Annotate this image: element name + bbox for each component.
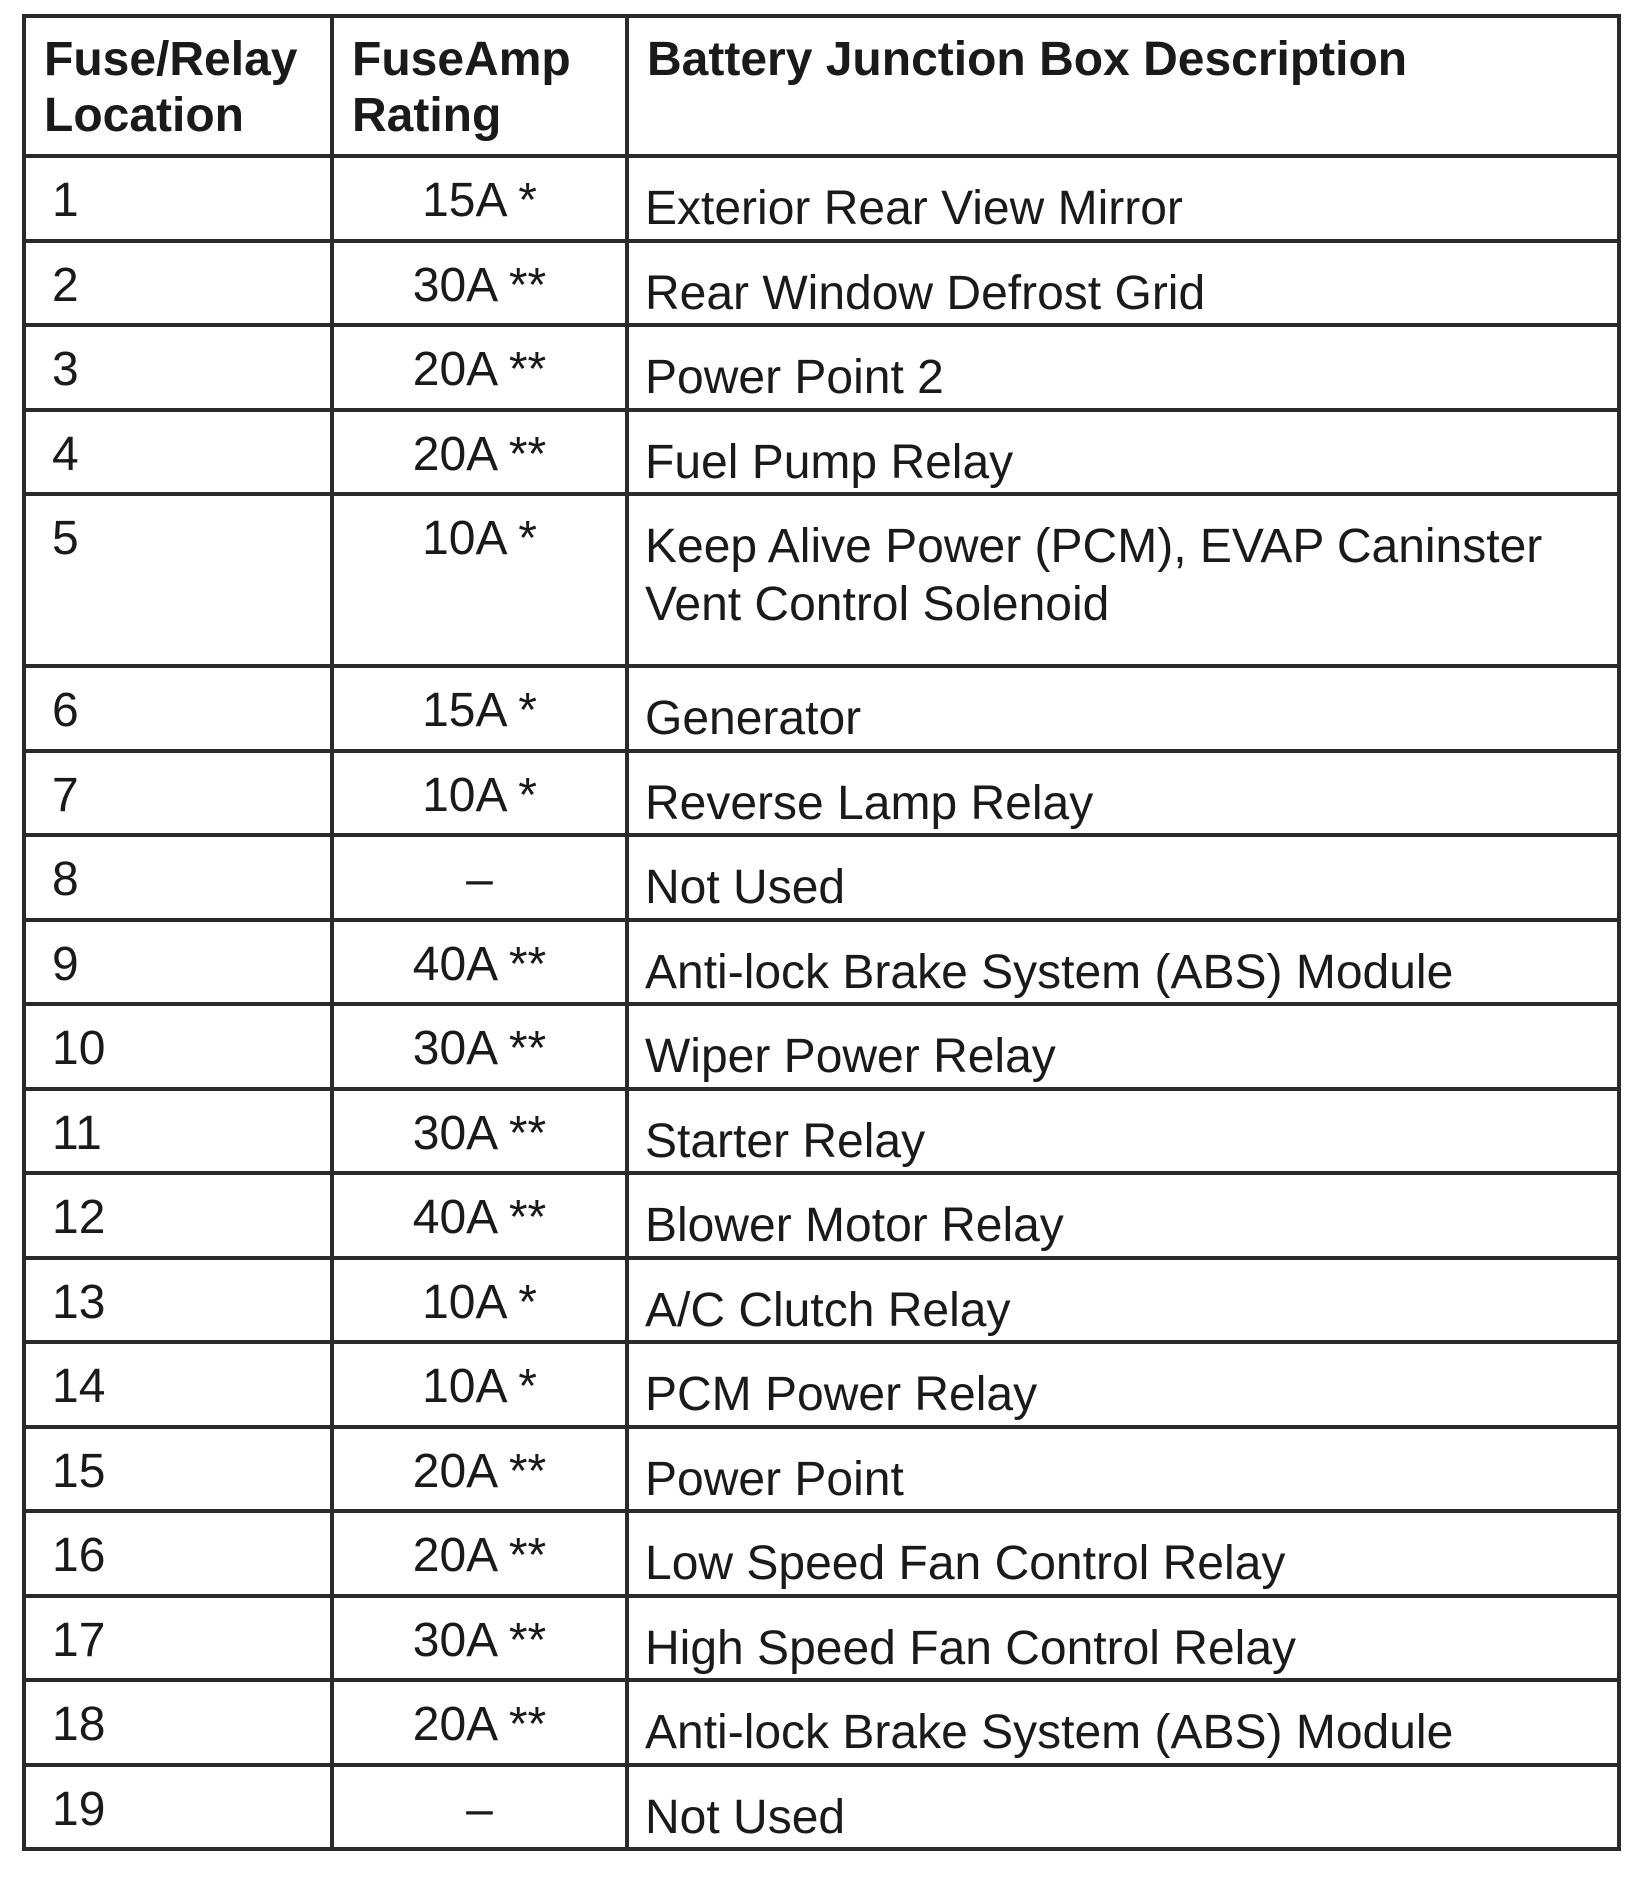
cell-amp-rating: 20A **	[332, 325, 627, 410]
cell-description: Not Used	[627, 835, 1619, 920]
header-amp-line1: FuseAmp	[352, 33, 571, 86]
table-row	[24, 1427, 1619, 1512]
cell-description: Low Speed Fan Control Relay	[627, 1511, 1619, 1596]
cell-amp-rating: 20A **	[332, 410, 627, 495]
cell-amp-rating: 30A **	[332, 1596, 627, 1681]
table-row	[24, 1596, 1619, 1681]
table-row	[24, 1342, 1619, 1427]
cell-amp-rating: 40A **	[332, 920, 627, 1005]
header-location	[24, 16, 332, 156]
table-row	[24, 494, 1619, 666]
cell-description: Wiper Power Relay	[627, 1004, 1619, 1089]
cell-location: 3	[24, 325, 332, 410]
header-description: Battery Junction Box Description	[627, 16, 1619, 156]
table-row	[24, 751, 1619, 836]
table-row	[24, 1258, 1619, 1343]
header-amp-rating	[332, 16, 627, 156]
cell-amp-rating: –	[332, 835, 627, 920]
cell-amp-rating: 20A **	[332, 1680, 627, 1765]
table-body	[24, 156, 1619, 1849]
cell-location: 8	[24, 835, 332, 920]
table-row	[24, 1173, 1619, 1258]
cell-location: 2	[24, 241, 332, 326]
cell-amp-rating: –	[332, 1765, 627, 1850]
cell-amp-rating: 40A **	[332, 1173, 627, 1258]
cell-location: 17	[24, 1596, 332, 1681]
cell-location: 10	[24, 1004, 332, 1089]
cell-description: Fuel Pump Relay	[627, 410, 1619, 495]
cell-amp-rating: 10A *	[332, 1258, 627, 1343]
cell-location: 14	[24, 1342, 332, 1427]
table-row	[24, 156, 1619, 241]
cell-description: Power Point 2	[627, 325, 1619, 410]
cell-amp-rating: 30A **	[332, 1004, 627, 1089]
cell-description: Starter Relay	[627, 1089, 1619, 1174]
header-amp-line2: Rating	[352, 89, 502, 142]
cell-amp-rating: 20A **	[332, 1427, 627, 1512]
cell-description: Generator	[627, 666, 1619, 751]
table-row	[24, 325, 1619, 410]
cell-location: 1	[24, 156, 332, 241]
cell-location: 13	[24, 1258, 332, 1343]
table-header	[24, 16, 1619, 156]
cell-location: 4	[24, 410, 332, 495]
cell-description: Anti-lock Brake System (ABS) Module	[627, 1680, 1619, 1765]
cell-description: Keep Alive Power (PCM), EVAP Caninster Vent Control Solenoid	[627, 494, 1619, 666]
table-row	[24, 1680, 1619, 1765]
cell-location: 12	[24, 1173, 332, 1258]
table-row	[24, 410, 1619, 495]
cell-description: Rear Window Defrost Grid	[627, 241, 1619, 326]
table-row	[24, 1765, 1619, 1850]
cell-location: 11	[24, 1089, 332, 1174]
cell-description: Reverse Lamp Relay	[627, 751, 1619, 836]
cell-amp-rating: 10A *	[332, 751, 627, 836]
cell-amp-rating: 30A **	[332, 1089, 627, 1174]
header-row	[24, 16, 1619, 156]
cell-amp-rating: 15A *	[332, 156, 627, 241]
table-row	[24, 241, 1619, 326]
cell-description: High Speed Fan Control Relay	[627, 1596, 1619, 1681]
cell-location: 15	[24, 1427, 332, 1512]
header-location-line1: Fuse/Relay	[44, 33, 298, 86]
cell-amp-rating: 20A **	[332, 1511, 627, 1596]
cell-location: 6	[24, 666, 332, 751]
cell-description: Anti-lock Brake System (ABS) Module	[627, 920, 1619, 1005]
cell-description: Not Used	[627, 1765, 1619, 1850]
cell-description: Blower Motor Relay	[627, 1173, 1619, 1258]
cell-location: 19	[24, 1765, 332, 1850]
table-row	[24, 920, 1619, 1005]
fuse-relay-table	[22, 14, 1621, 1851]
cell-location: 18	[24, 1680, 332, 1765]
header-location-line2: Location	[44, 89, 244, 142]
table-row	[24, 1089, 1619, 1174]
cell-description: Exterior Rear View Mirror	[627, 156, 1619, 241]
cell-description: Power Point	[627, 1427, 1619, 1512]
cell-description: PCM Power Relay	[627, 1342, 1619, 1427]
cell-location: 9	[24, 920, 332, 1005]
cell-location: 16	[24, 1511, 332, 1596]
cell-location: 5	[24, 494, 332, 666]
table-row	[24, 666, 1619, 751]
cell-amp-rating: 10A *	[332, 1342, 627, 1427]
cell-amp-rating: 15A *	[332, 666, 627, 751]
cell-description: A/C Clutch Relay	[627, 1258, 1619, 1343]
table-row	[24, 835, 1619, 920]
table-row	[24, 1004, 1619, 1089]
cell-amp-rating: 10A *	[332, 494, 627, 666]
cell-amp-rating: 30A **	[332, 241, 627, 326]
table-row	[24, 1511, 1619, 1596]
cell-location: 7	[24, 751, 332, 836]
